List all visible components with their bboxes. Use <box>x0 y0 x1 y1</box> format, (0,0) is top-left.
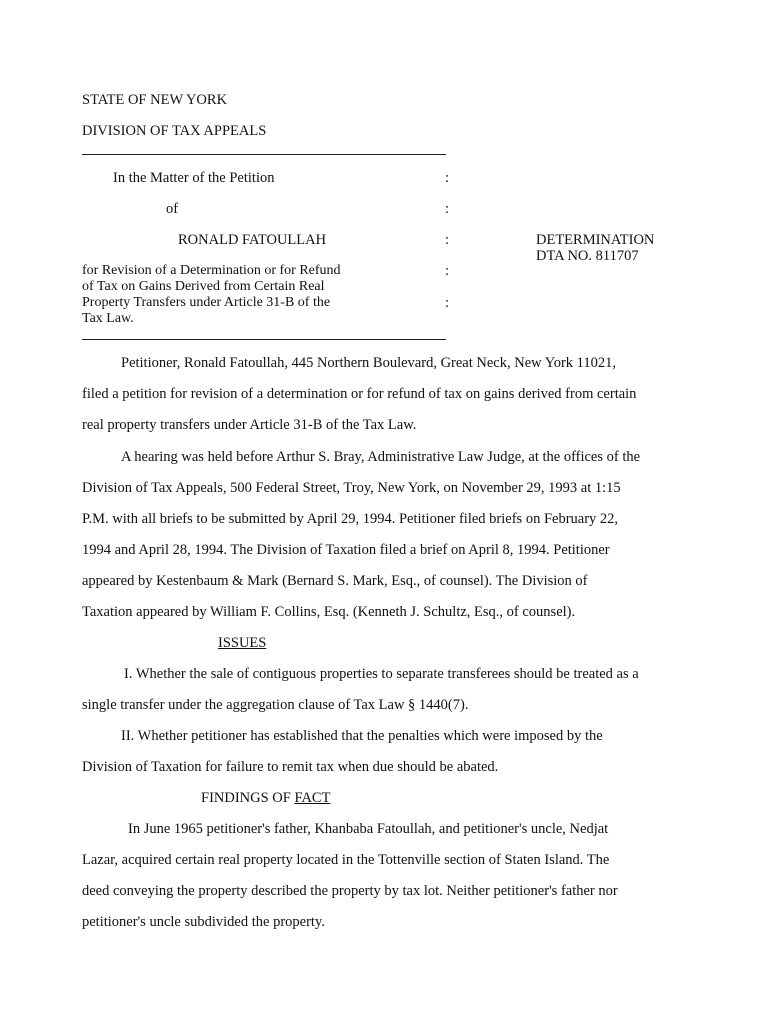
body-line: Division of Taxation for failure to remit tax when due should be abated. <box>82 759 499 775</box>
body-line: petitioner's uncle subdivided the property. <box>82 914 325 930</box>
body-line: Division of Tax Appeals, 500 Federal Street, Troy, New York, on November 29, 1993 at 1:15 <box>82 480 621 496</box>
purpose-line: Tax Law. <box>82 311 134 326</box>
caption-bottom-rule <box>82 339 446 340</box>
caption-colon: : <box>445 263 450 279</box>
purpose-line: Property Transfers under Article 31-B of the <box>82 295 331 310</box>
body-line: real property transfers under Article 31-B of the Tax Law. <box>82 417 417 433</box>
determination-label: DETERMINATION <box>536 232 655 248</box>
purpose-line: of Tax on Gains Derived from Certain Real <box>82 279 325 294</box>
findings-heading-text: FINDINGS OF <box>201 790 295 806</box>
findings-heading-underlined: FACT <box>294 790 331 806</box>
body-line: appeared by Kestenbaum & Mark (Bernard S. Mark, Esq., of counsel). The Division of <box>82 573 588 589</box>
caption-colon: : <box>445 232 450 248</box>
body-line: A hearing was held before Arthur S. Bray, Administrative Law Judge, at the offices of the <box>121 449 641 465</box>
body-line: Taxation appeared by William F. Collins, Esq. (Kenneth J. Schultz, Esq., of counsel). <box>82 604 576 620</box>
petitioner-name: RONALD FATOULLAH <box>178 232 327 248</box>
findings-heading <box>201 790 330 807</box>
body-line: single transfer under the aggregation clause of Tax Law § 1440(7). <box>82 697 469 713</box>
matter-line: In the Matter of the Petition <box>113 170 275 186</box>
caption-colon: : <box>445 201 450 217</box>
caption-top-rule <box>82 154 446 155</box>
body-line: Petitioner, Ronald Fatoullah, 445 Northern Boulevard, Great Neck, New York 11021, <box>121 355 617 371</box>
issues-heading: ISSUES <box>218 635 267 651</box>
caption-colon: : <box>445 170 450 186</box>
dta-number: DTA NO. 811707 <box>536 248 639 264</box>
state-heading: STATE OF NEW YORK <box>82 92 228 108</box>
of-line: of <box>166 201 179 217</box>
body-line: II. Whether petitioner has established that the penalties which were imposed by the <box>121 728 603 744</box>
body-line: deed conveying the property described the property by tax lot. Neither petitioner's father nor <box>82 883 618 899</box>
body-line: I. Whether the sale of contiguous properties to separate transferees should be treated as a <box>124 666 639 682</box>
division-heading: DIVISION OF TAX APPEALS <box>82 123 267 139</box>
body-line: P.M. with all briefs to be submitted by April 29, 1994. Petitioner filed briefs on February 22, <box>82 511 619 527</box>
body-line: In June 1965 petitioner's father, Khanbaba Fatoullah, and petitioner's uncle, Nedjat <box>128 821 609 837</box>
body-line: 1994 and April 28, 1994. The Division of Taxation filed a brief on April 8, 1994. Petitioner <box>82 542 610 558</box>
purpose-line: for Revision of a Determination or for Refund <box>82 263 341 278</box>
body-line: Lazar, acquired certain real property located in the Tottenville section of Staten Island. The <box>82 852 610 868</box>
caption-colon: : <box>445 295 450 311</box>
body-line: filed a petition for revision of a determination or for refund of tax on gains derived from certain <box>82 386 637 402</box>
